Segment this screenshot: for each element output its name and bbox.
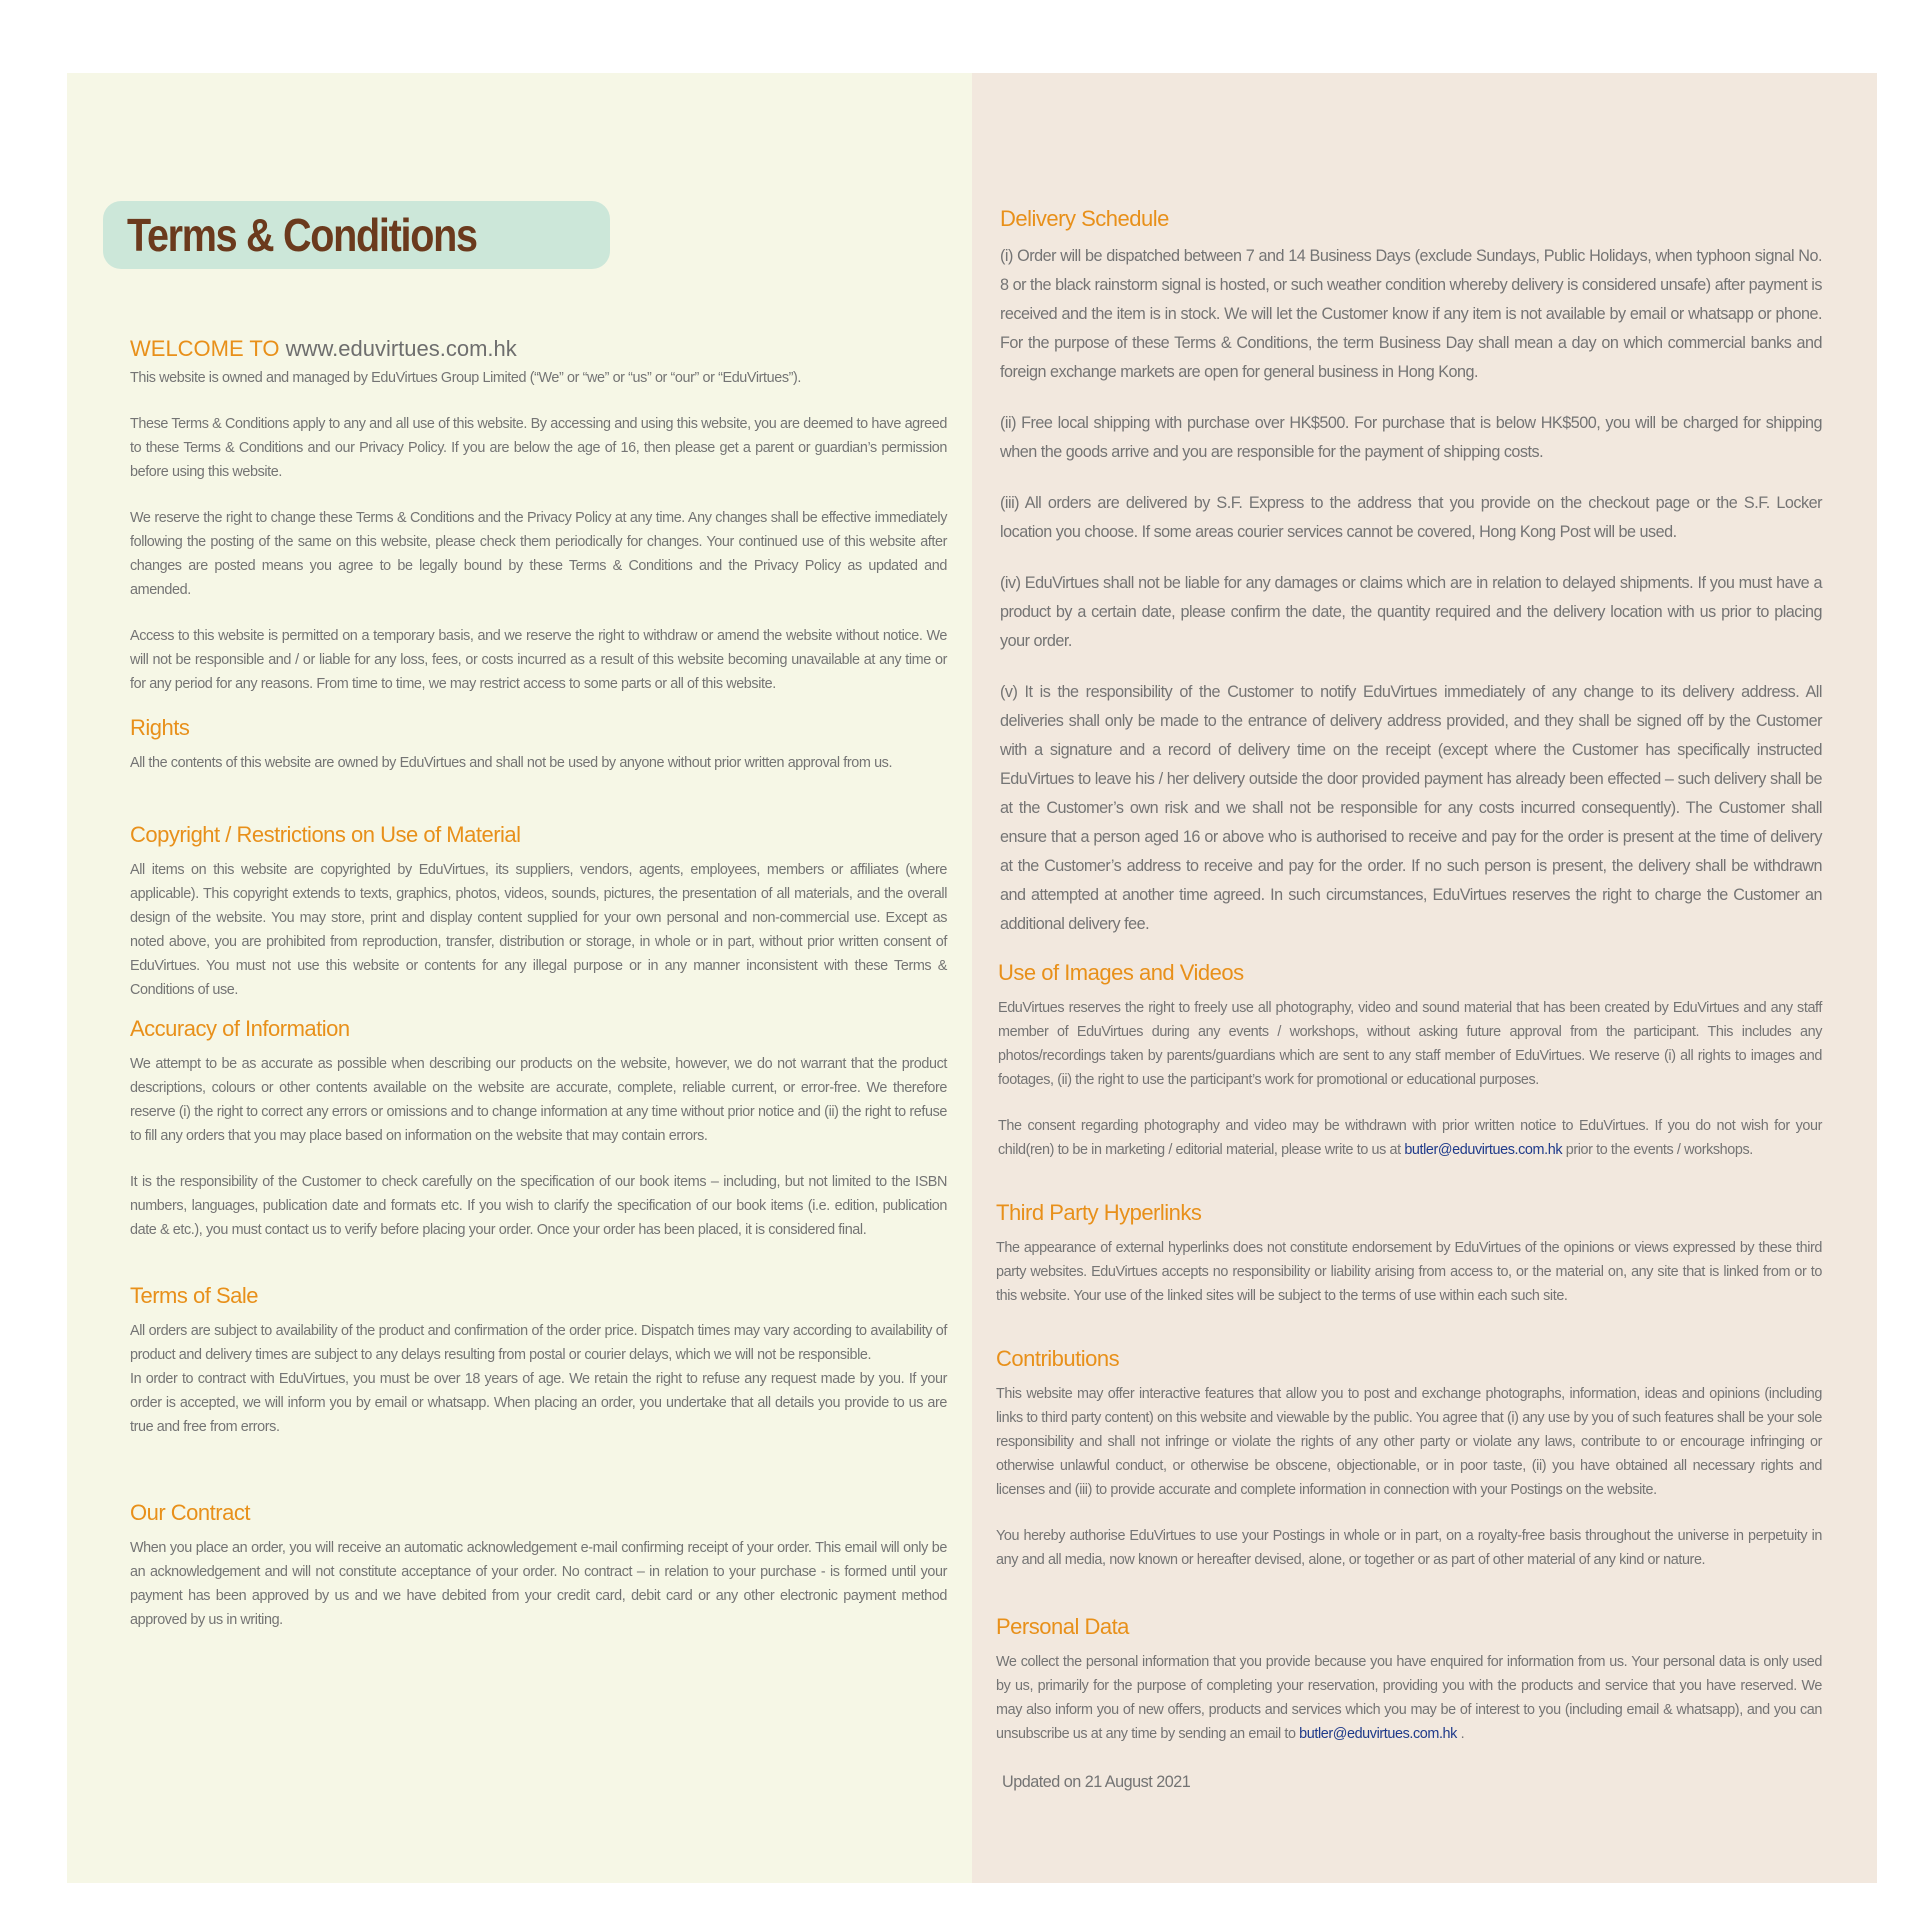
- images-paragraph: EduVirtues reserves the right to freely use all photography, video and sound material that has been created by EduVirtues and any staff member of EduVirtues during any events / workshops, without asking future approval from the participant. This includes any photos/recordings taken by parents/guardians which are sent to any staff member of EduVirtues. We reserve (i) all rights to images and footages, (ii) the right to use the participant’s work for promotional or educational purposes.: [998, 1000, 1822, 1088]
- copyright-text: All items on this website are copyrighted by EduVirtues, its suppliers, vendors, agents, employees, members or affiliates (where applicable). This copyright extends to texts, graphics, photos, videos, sounds, pictures, the presentation of all materials, and the overall design of the website. You may store, print and display content supplied for your own personal and non-commercial use. Except as noted above, you are prohibited from reproduction, transfer, distribution or storage, in whole or in part, without prior written consent of EduVirtues. You must not use this website or contents for any illegal purpose or in any manner inconsistent with these Terms & Conditions of use.: [130, 862, 947, 998]
- third-party-text: The appearance of external hyperlinks does not constitute endorsement by EduVirtues of the opinions or views expressed by these third party websites. EduVirtues accepts no responsibility or liability arising from access to, or the material on, any site that is linked from or to this website. Your use of the linked sites will be subject to the terms of use within each such site.: [996, 1240, 1822, 1304]
- accuracy-heading: Accuracy of Information: [130, 1016, 350, 1041]
- welcome-label: WELCOME TO: [130, 336, 280, 361]
- contributions-heading: Contributions: [996, 1346, 1120, 1371]
- rights-text: All the contents of this website are owned by EduVirtues and shall not be used by anyone without prior written approval from us.: [130, 755, 893, 771]
- terms-of-sale-paragraph: All orders are subject to availability of the product and confirmation of the order price. Dispatch times may vary according to availability of product and delivery times are subject to any delays resulting from postal or courier delays, which we will not be responsible.: [130, 1323, 947, 1363]
- title-banner: [103, 201, 610, 269]
- terms-of-sale-section: [130, 1283, 947, 1439]
- images-heading: Use of Images and Videos: [998, 960, 1244, 985]
- terms-of-sale-heading: Terms of Sale: [130, 1283, 258, 1308]
- welcome-site: www.eduvirtues.com.hk: [285, 336, 517, 361]
- third-party-heading: Third Party Hyperlinks: [996, 1200, 1202, 1225]
- welcome-section: [130, 336, 947, 696]
- images-section: [998, 960, 1822, 1162]
- delivery-paragraph: (v) It is the responsibility of the Customer to notify EduVirtues immediately of any change to its delivery address. All deliveries shall only be made to the entrance of delivery address provided, and they shall be signed off by the Customer with a signature and a record of delivery time on the receipt (except where the Customer has specifically instructed EduVirtues to leave his / her delivery outside the door provided payment has already been effected – such delivery shall be at the Customer’s own risk and we shall not be responsible for any costs incurred consequently). The Customer shall ensure that a person aged 16 or above who is authorised to receive and pay for the order is present at the time of delivery at the Customer’s address to receive and pay for the order. If no such person is present, the delivery shall be withdrawn and attempted at another time agreed. In such circumstances, EduVirtues reserves the right to charge the Customer an additional delivery fee.: [1000, 683, 1822, 933]
- delivery-paragraph: (i) Order will be dispatched between 7 and 14 Business Days (exclude Sundays, Public Holidays, when typhoon signal No. 8 or the black rainstorm signal is hosted, or such weather condition whereby delivery is considered unsafe) after payment is received and the item is in stock. We will let the Customer know if any item is not available by email or whatsapp or phone. For the purpose of these Terms & Conditions, the term Business Day shall mean a day on which commercial banks and foreign exchange markets are open for general business in Hong Kong.: [1000, 247, 1822, 381]
- delivery-paragraph: (iii) All orders are delivered by S.F. Express to the address that you provide on the checkout page or the S.F. Locker location you choose. If some areas courier services cannot be covered, Hong Kong Post will be used.: [1000, 494, 1822, 541]
- delivery-section: [1000, 206, 1822, 939]
- rights-section: [130, 715, 947, 775]
- delivery-paragraph: (ii) Free local shipping with purchase over HK$500. For purchase that is below HK$500, you will be charged for shipping when the goods arrive and you are responsible for the payment of shipping costs.: [1000, 414, 1822, 461]
- welcome-paragraph: This website is owned and managed by EduVirtues Group Limited (“We” or “we” or “us” or “our” or “EduVirtues”).: [130, 370, 802, 386]
- contract-section: [130, 1500, 947, 1632]
- updated-date: Updated on 21 August 2021: [1002, 1773, 1191, 1791]
- contract-heading: Our Contract: [130, 1500, 250, 1525]
- email-link[interactable]: butler@eduvirtues.com.hk: [1299, 1726, 1457, 1742]
- personal-data-heading: Personal Data: [996, 1614, 1129, 1639]
- contributions-paragraph: You hereby authorise EduVirtues to use your Postings in whole or in part, on a royalty-free basis throughout the universe in perpetuity in any and all media, now known or hereafter devised, alone, or together or as part of other material of any kind or nature.: [996, 1528, 1822, 1568]
- contributions-paragraph: This website may offer interactive features that allow you to post and exchange photographs, information, ideas and opinions (including links to third party content) on this website and viewable by the public. You agree that (i) any use by you of such features shall be your sole responsibility and shall not infringe or violate the rights of any other party or violate any laws, contribute to or encourage infringing or otherwise unlawful conduct, or otherwise be obscene, objectionable, or in poor taste, (ii) you have obtained all necessary rights and licenses and (iii) to provide accurate and complete information in connection with your Postings on the website.: [996, 1386, 1822, 1498]
- contract-text: When you place an order, you will receive an automatic acknowledgement e-mail confirming receipt of your order. This email will only be an acknowledgement and will not constitute acceptance of your order. No contract – in relation to your purchase - is formed until your payment has been approved by us and we have debited from your credit card, debit card or any other electronic payment method approved by us in writing.: [130, 1540, 947, 1628]
- welcome-paragraph: These Terms & Conditions apply to any and all use of this website. By accessing and using this website, you are deemed to have agreed to these Terms & Conditions and our Privacy Policy. If you are below the age of 16, then please get a parent or guardian’s permission before using this website.: [130, 416, 947, 480]
- delivery-heading: Delivery Schedule: [1000, 206, 1169, 231]
- personal-data-section: [996, 1614, 1822, 1797]
- accuracy-section: [130, 1016, 947, 1242]
- images-paragraph: The consent regarding photography and video may be withdrawn with prior written notice to EduVirtues. If you do not wish for your child(ren) to be in marketing / editorial material, please write to us at butler@eduvirtues.com.hk prior to the events / workshops.: [998, 1118, 1822, 1158]
- welcome-paragraph: We reserve the right to change these Terms & Conditions and the Privacy Policy at any time. Any changes shall be effective immediately following the posting of the same on this website, please check them periodically for changes. Your continued use of this website after changes are posted means you agree to be legally bound by these Terms & Conditions and the Privacy Policy as updated and amended.: [130, 510, 947, 598]
- rights-heading: Rights: [130, 715, 190, 740]
- accuracy-paragraph: It is the responsibility of the Customer to check carefully on the specification of our book items – including, but not limited to the ISBN numbers, languages, publication date and formats etc. If you wish to clarify the specification of our book items (i.e. edition, publication date & etc.), you must contact us to verify before placing your order. Once your order has been placed, it is considered final.: [130, 1174, 947, 1238]
- copyright-section: [130, 822, 947, 1002]
- personal-data-text: We collect the personal information that you provide because you have enquired for information from us. Your personal data is only used by us, primarily for the purpose of completing your reservation, providing you with the products and service that you have reserved. We may also inform you of new offers, products and services which you may be of interest to you (including email & whatsapp), and you can unsubscribe us at any time by sending an email to butler@eduvirtues.com.hk .: [996, 1654, 1822, 1742]
- accuracy-paragraph: We attempt to be as accurate as possible when describing our products on the website, however, we do not warrant that the product descriptions, colours or other contents available on the website are accurate, complete, reliable current, or error-free. We therefore reserve (i) the right to correct any errors or omissions and to change information at any time without prior notice and (ii) the right to refuse to fill any orders that you may place based on information on the website that may contain errors.: [130, 1056, 947, 1144]
- copyright-heading: Copyright / Restrictions on Use of Material: [130, 822, 521, 847]
- page-title: Terms & Conditions: [127, 209, 477, 261]
- welcome-paragraph: Access to this website is permitted on a temporary basis, and we reserve the right to withdraw or amend the website without notice. We will not be responsible and / or liable for any loss, fees, or costs incurred as a result of this website becoming unavailable at any time or for any period for any reasons. From time to time, we may restrict access to some parts or all of this website.: [130, 628, 947, 692]
- email-link[interactable]: butler@eduvirtues.com.hk: [1404, 1142, 1563, 1158]
- terms-of-sale-paragraph: In order to contract with EduVirtues, you must be over 18 years of age. We retain the right to refuse any request made by you. If your order is accepted, we will inform you by email or whatsapp. When placing an order, you undertake that all details you provide to us are true and free from errors.: [130, 1371, 947, 1435]
- delivery-paragraph: (iv) EduVirtues shall not be liable for any damages or claims which are in relation to delayed shipments. If you must have a product by a certain date, please confirm the date, the quantity required and the delivery location with us prior to placing your order.: [1000, 574, 1822, 650]
- contributions-section: [996, 1346, 1822, 1572]
- third-party-section: [996, 1200, 1822, 1308]
